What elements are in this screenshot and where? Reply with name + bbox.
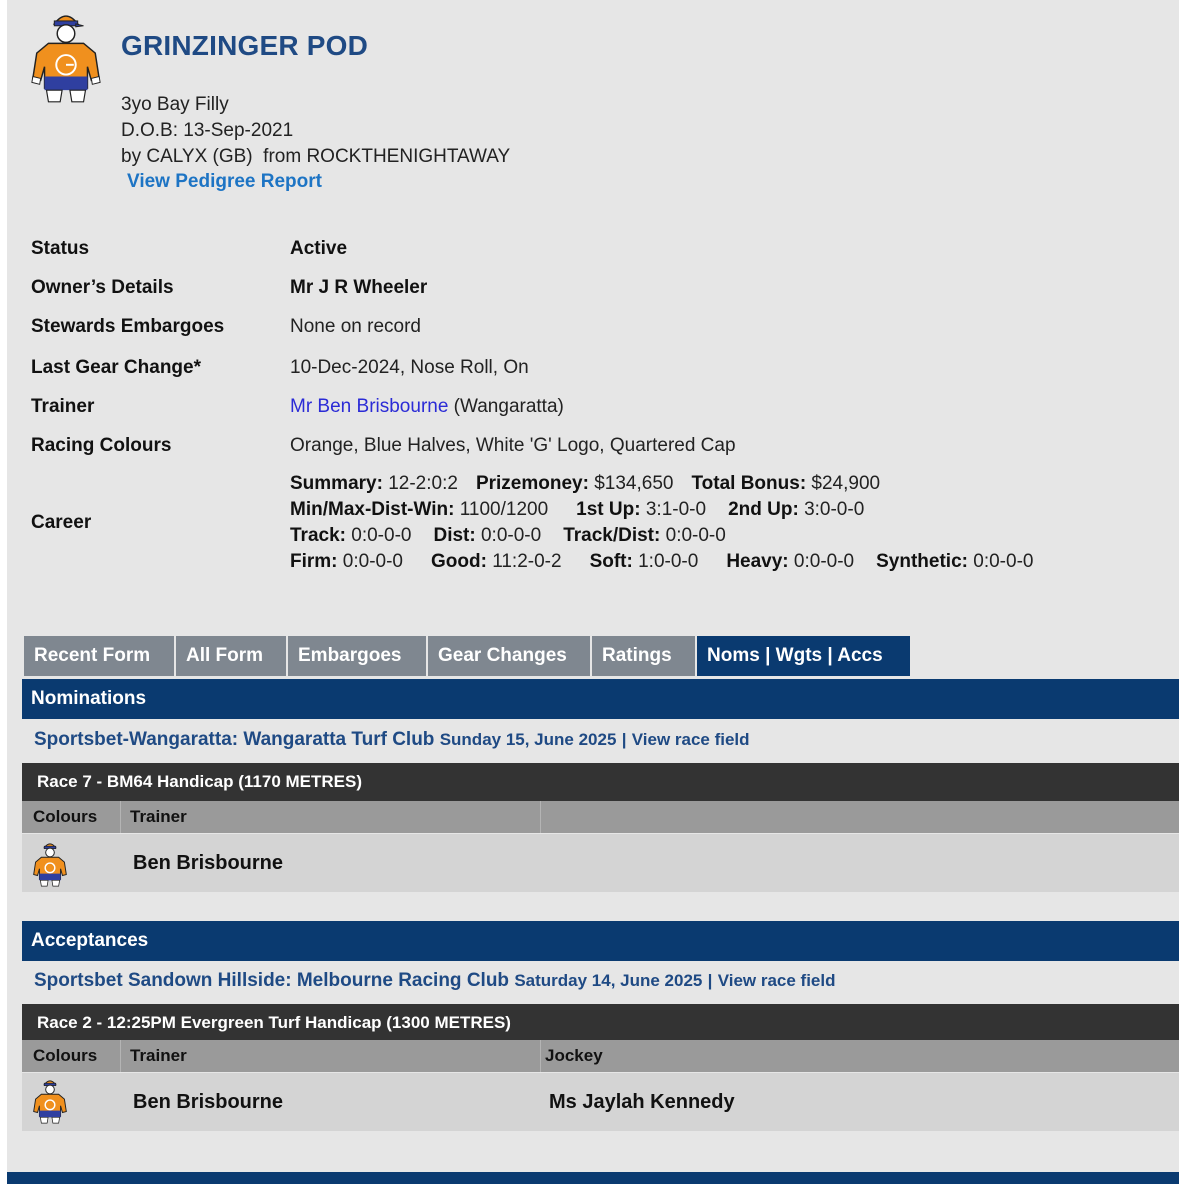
bonus-label: Total Bonus:: [691, 473, 807, 494]
gear-change-label: Last Gear Change*: [31, 357, 201, 378]
status-label: Status: [31, 238, 90, 259]
view-pedigree-link[interactable]: View Pedigree Report: [127, 171, 322, 192]
racing-colours-label: Racing Colours: [31, 435, 172, 456]
trainer-link[interactable]: Mr Ben Brisbourne: [290, 396, 449, 417]
owner-value: Mr J R Wheeler: [290, 277, 428, 298]
acceptances-race-title: Race 2 - 12:25PM Evergreen Turf Handicap (1300 METRES): [22, 1004, 1179, 1042]
owner-label: Owner’s Details: [31, 277, 174, 298]
form-tabs: [24, 636, 912, 676]
col-trainer: Trainer: [130, 1046, 187, 1065]
tab-ratings[interactable]: Ratings: [592, 636, 695, 676]
acceptances-view-race-field-link[interactable]: View race field: [717, 971, 836, 990]
career-line-2: [290, 499, 882, 521]
acceptances-table-header: [22, 1040, 1179, 1072]
page: [7, 0, 1179, 1184]
jockey-silks-icon: [30, 1077, 70, 1125]
dist-label: Dist:: [433, 525, 476, 546]
gear-change-value: 10-Dec-2024, Nose Roll, On: [290, 357, 529, 378]
jockey-silks-icon: [27, 8, 105, 106]
horse-dob: D.O.B: 13-Sep-2021: [121, 120, 294, 141]
dist-value: 0:0-0-0: [480, 525, 542, 546]
trainer-label: Trainer: [31, 396, 95, 417]
heavy-label: Heavy:: [726, 551, 789, 572]
nominations-view-race-field-link[interactable]: View race field: [631, 730, 750, 749]
track-dist-value: 0:0-0-0: [665, 525, 726, 546]
first-up-label: 1st Up:: [576, 499, 641, 520]
tab-all-form[interactable]: All Form: [176, 636, 286, 676]
tab-recent-form[interactable]: Recent Form: [24, 636, 174, 676]
acceptances-meeting-line: [34, 970, 836, 992]
track-dist-label: Track/Dist:: [563, 525, 661, 546]
prizemoney-label: Prizemoney:: [475, 473, 589, 494]
mmdw-value: 1100/1200: [459, 499, 549, 520]
first-up-value: 3:1-0-0: [645, 499, 707, 520]
nominations-meeting-line: [34, 729, 750, 751]
good-value: 11:2-0-2: [492, 551, 562, 572]
second-up-value: 3:0-0-0: [804, 499, 865, 520]
synthetic-label: Synthetic:: [876, 551, 968, 572]
nominations-header: Nominations: [22, 679, 1179, 719]
embargoes-value: None on record: [290, 316, 421, 337]
nominations-meeting-link[interactable]: Sportsbet-Wangaratta: Wangaratta Turf Club: [34, 729, 435, 750]
heavy-value: 0:0-0-0: [793, 551, 855, 572]
horse-breeding: by CALYX (GB) from ROCKTHENIGHTAWAY: [121, 146, 511, 167]
acceptances-table-row[interactable]: [22, 1073, 1179, 1131]
status-value: Active: [290, 238, 348, 259]
prizemoney-value: $134,650: [594, 473, 674, 494]
acceptances-date: Saturday 14, June 2025: [514, 971, 703, 990]
mmdw-label: Min/Max-Dist-Win:: [290, 499, 455, 520]
soft-label: Soft:: [589, 551, 633, 572]
second-up-label: 2nd Up:: [728, 499, 799, 520]
col-jockey: Jockey: [545, 1046, 603, 1065]
acceptances-meeting-link[interactable]: Sportsbet Sandown Hillside: Melbourne Racing Club: [34, 970, 510, 991]
summary-label: Summary:: [290, 473, 383, 494]
firm-label: Firm:: [290, 551, 338, 572]
tab-gear-changes[interactable]: Gear Changes: [428, 636, 590, 676]
trainer-value: [290, 396, 564, 418]
firm-value: 0:0-0-0: [342, 551, 403, 572]
horse-description: 3yo Bay Filly: [121, 94, 229, 115]
track-label: Track:: [290, 525, 346, 546]
career-line-3: [290, 525, 744, 547]
nominations-trainer: Ben Brisbourne: [133, 852, 284, 874]
acceptances-separator: |: [707, 971, 713, 990]
nominations-date: Sunday 15, June 2025: [439, 730, 617, 749]
career-line-1: [290, 473, 898, 495]
tab-embargoes[interactable]: Embargoes: [288, 636, 426, 676]
col-trainer: Trainer: [130, 807, 187, 826]
acceptances-header: Acceptances: [22, 921, 1179, 961]
synthetic-value: 0:0-0-0: [973, 551, 1034, 572]
summary-value: 12-2:0:2: [388, 473, 458, 494]
col-colours: Colours: [33, 807, 98, 826]
tab-noms-wgts-accs[interactable]: Noms | Wgts | Accs: [697, 636, 910, 676]
jockey-silks-icon: [30, 840, 70, 888]
acceptances-jockey: Ms Jaylah Kennedy: [549, 1091, 735, 1113]
track-value: 0:0-0-0: [351, 525, 412, 546]
career-line-4: [290, 551, 1033, 573]
nominations-separator: |: [621, 730, 627, 749]
acceptances-trainer: Ben Brisbourne: [133, 1091, 284, 1113]
bonus-value: $24,900: [811, 473, 881, 494]
soft-value: 1:0-0-0: [638, 551, 699, 572]
trainer-location: (Wangaratta): [448, 396, 564, 417]
horse-name: GRINZINGER POD: [121, 30, 369, 61]
nominations-table-row[interactable]: [22, 834, 1179, 892]
footer-bar: [7, 1172, 1179, 1184]
nominations-table-header: [22, 801, 1179, 833]
career-label: Career: [31, 512, 92, 533]
nominations-race-title: Race 7 - BM64 Handicap (1170 METRES): [22, 763, 1179, 801]
col-colours: Colours: [33, 1046, 98, 1065]
good-label: Good:: [430, 551, 487, 572]
racing-colours-value: Orange, Blue Halves, White 'G' Logo, Quartered Cap: [290, 435, 736, 456]
embargoes-label: Stewards Embargoes: [31, 316, 225, 337]
